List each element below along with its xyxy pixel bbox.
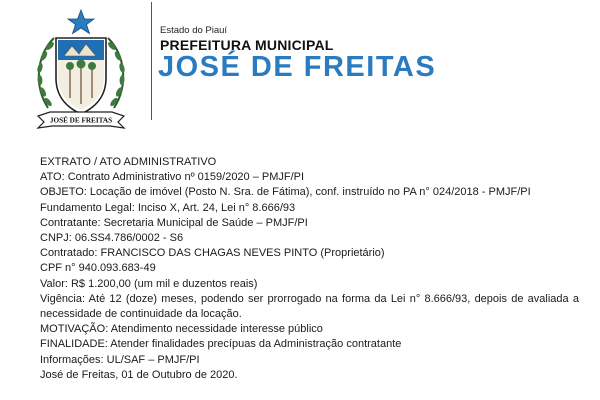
document-title: EXTRATO / ATO ADMINISTRATIVO — [40, 156, 217, 168]
contratante-line: Contratante: Secretaria Municipal de Saúde – PMJF/PI — [40, 216, 308, 229]
coat-of-arms-icon — [24, 8, 138, 140]
motivacao-line: MOTIVAÇÃO: Atendimento necessidade interesse público — [40, 323, 323, 336]
valor-line: Valor: R$ 1.200,00 (um mil e duzentos reais) — [40, 277, 258, 290]
state-name: Estado do Piauí — [160, 25, 228, 36]
city-name: JOSÉ DE FREITAS — [158, 51, 437, 83]
vigencia-paragraph: Vigência: Até 12 (doze) meses, podendo ser prorrogado na forma da Lei n° 8.666/93, depois de avaliada a necessidade de continuidade da locação. — [40, 292, 579, 321]
local-date-line: José de Freitas, 01 de Outubro de 2020. — [40, 368, 238, 381]
crest-banner-text: JOSÉ DE FREITAS — [49, 116, 113, 125]
finalidade-line: FINALIDADE: Atender finalidades precípuas da Administração contratante — [40, 338, 402, 351]
prefeitura-label: PREFEITURA MUNICIPAL — [160, 37, 334, 53]
contratado-line: Contratado: FRANCISCO DAS CHAGAS NEVES PINTO (Proprietário) — [40, 247, 385, 260]
document-header — [0, 0, 600, 150]
cpf-line: CPF n° 940.093.683-49 — [40, 262, 156, 275]
document-body — [40, 155, 580, 383]
objeto-line: OBJETO: Locação de imóvel (Posto N. Sra. de Fátima), conf. instruído no PA n° 024/2018 - PMJF/PI — [40, 186, 531, 199]
informacoes-line: Informações: UL/SAF – PMJF/PI — [40, 353, 200, 366]
ato-line: ATO: Contrato Administrativo nº 0159/2020 – PMJF/PI — [40, 171, 305, 184]
header-divider — [151, 2, 152, 120]
cnpj-line: CNPJ: 06.SS4.786/0002 - S6 — [40, 232, 184, 245]
fundamento-line: Fundamento Legal: Inciso X, Art. 24, Lei n° 8.666/93 — [40, 201, 296, 214]
